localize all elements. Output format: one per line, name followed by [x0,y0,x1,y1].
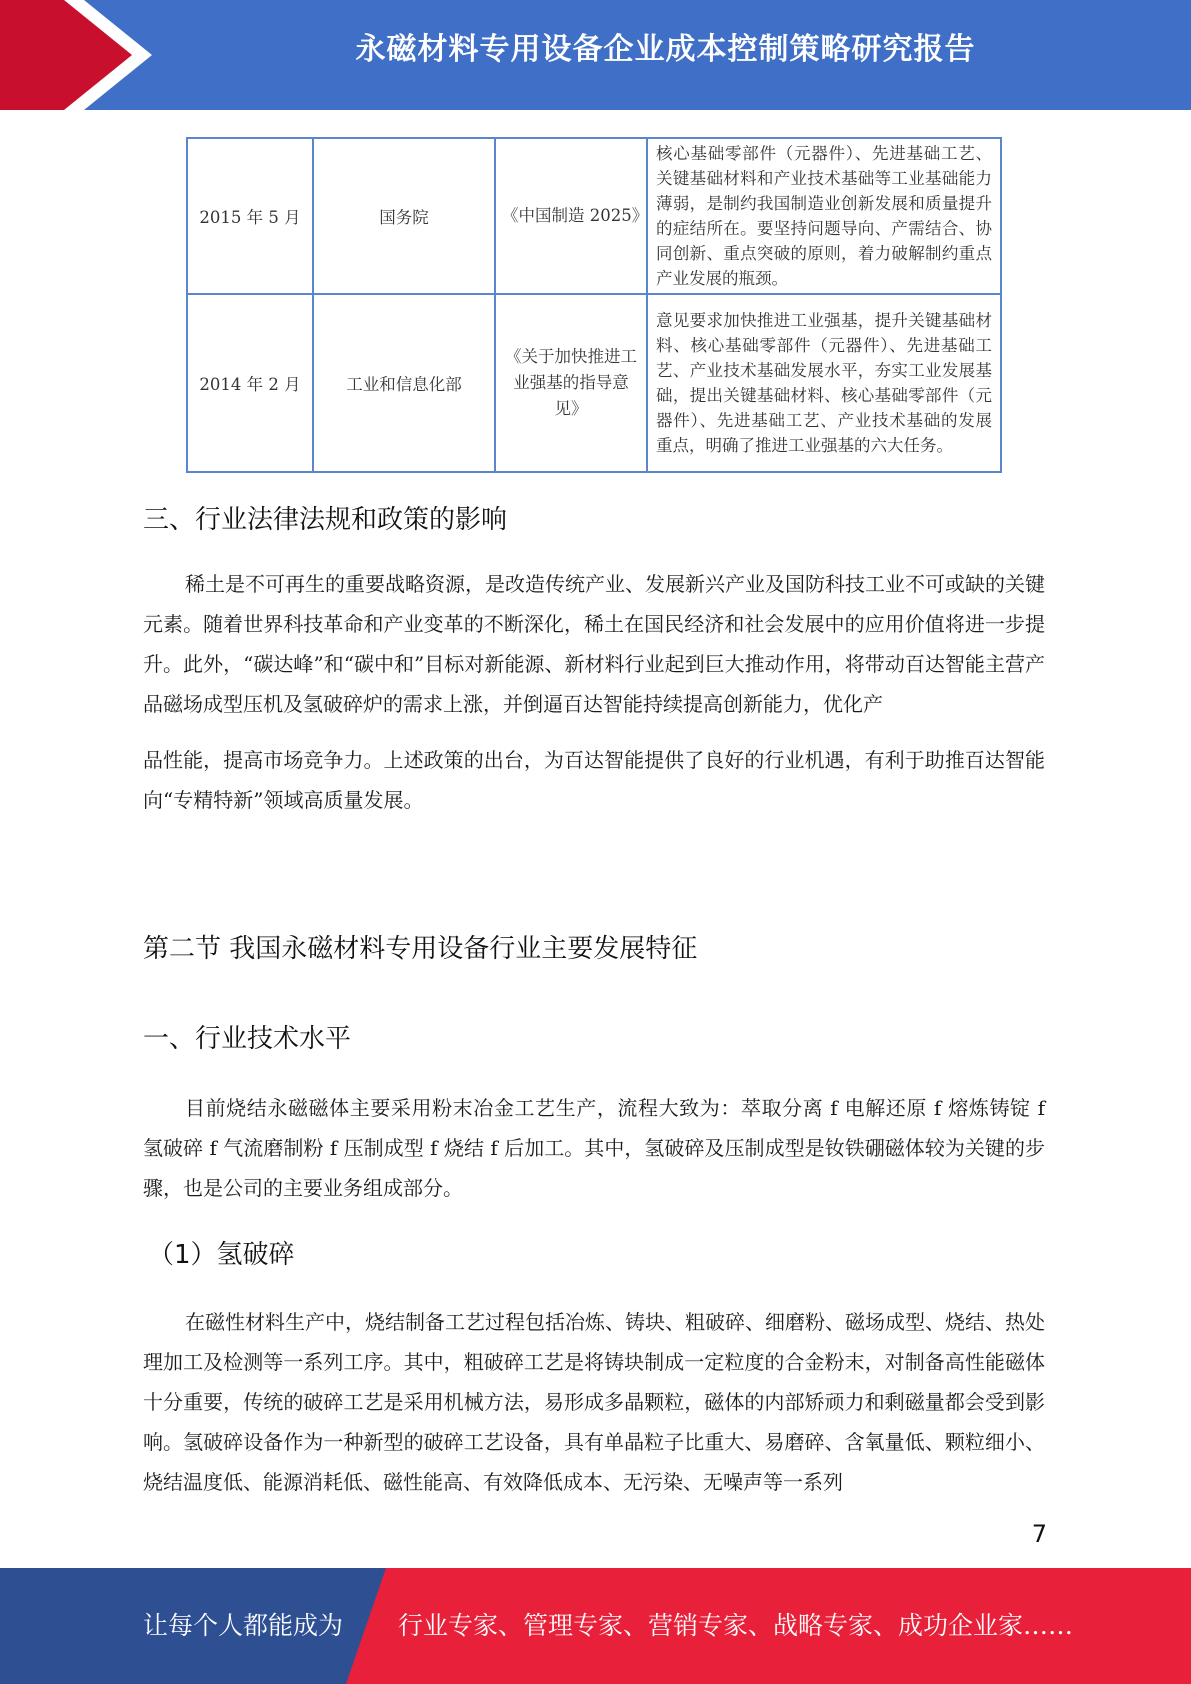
header-chevron-icon [0,0,160,110]
footer-slogan-right: 行业专家、管理专家、营销专家、战略专家、成功企业家…… [398,1611,1074,1640]
chapter-section-heading: 第二节 我国永磁材料专用设备行业主要发展特征 [143,934,698,964]
table-cell-org: 工业和信息化部 [313,294,495,472]
table-cell-date: 2015 年 5 月 [187,138,313,294]
table-row [187,138,1001,294]
paragraph-tech-level: 目前烧结永磁磁体主要采用粉末冶金工艺生产，流程大致为：萃取分离 f 电解还原 f 熔炼铸锭 f 氢破碎 f 气流磨制粉 f 压制成型 f 烧结 f 后加工。其中，氢破碎及压制成型是钕铁硼磁体较为关键的步骤，也是公司的主要业务组成部分。 [143,1096,1045,1200]
subsection-heading-hydrogen-decrepitation: （1）氢破碎 [148,1240,295,1270]
section-heading-tech-level: 一、行业技术水平 [143,1024,352,1054]
paragraph-policy-impact-1: 稀土是不可再生的重要战略资源，是改造传统产业、发展新兴产业及国防科技工业不可或缺的关键元素。随着世界科技革命和产业变革的不断深化，稀土在国民经济和社会发展中的应用价值将进一步提升。此外，“碳达峰”和“碳中和”目标对新能源、新材料行业起到巨大推动作用，将带动百达智能主营产品磁场成型压机及氢破碎炉的需求上涨，并倒逼百达智能持续提高创新能力，优化产 [143,572,1045,716]
page-number: 7 [1031,1520,1047,1548]
paragraph-policy-impact-2: 品性能，提高市场竞争力。上述政策的出台，为百达智能提供了良好的行业机遇，有利于助推百达智能向“专精特新”领域高质量发展。 [143,748,1045,812]
table-cell-content: 核心基础零部件（元器件）、先进基础工艺、关键基础材料和产业技术基础等工业基础能力薄弱，是制约我国制造业创新发展和质量提升的症结所在。要坚持问题导向、产需结合、协同创新、重点突破的原则，着力破解制约重点产业发展的瓶颈。 [647,138,1001,294]
page-footer [0,1568,1191,1684]
table-cell-doc: 《中国制造 2025》 [495,138,647,294]
table-cell-date: 2014 年 2 月 [187,294,313,472]
paragraph-hydrogen-decrepitation: 在磁性材料生产中，烧结制备工艺过程包括冶炼、铸块、粗破碎、细磨粉、磁场成型、烧结、热处理加工及检测等一系列工序。其中，粗破碎工艺是将铸块制成一定粒度的合金粉末，对制备高性能磁体十分重要，传统的破碎工艺是采用机械方法，易形成多晶颗粒，磁体的内部矫顽力和剩磁量都会受到影响。氢破碎设备作为一种新型的破碎工艺设备，具有单晶粒子比重大、易磨碎、含氧量低、颗粒细小、烧结温度低、能源消耗低、磁性能高、有效降低成本、无污染、无噪声等一系列 [143,1310,1045,1494]
table-row [187,294,1001,472]
policy-table [186,137,1002,473]
table-cell-doc: 《关于加快推进工业强基的指导意见》 [495,294,647,472]
section-heading-policy-impact: 三、行业法律法规和政策的影响 [143,505,508,535]
page-header [0,0,1191,110]
table-cell-org: 国务院 [313,138,495,294]
footer-slogan-left: 让每个人都能成为 [143,1611,344,1640]
table-cell-content: 意见要求加快推进工业强基，提升关键基础材料、核心基础零部件（元器件）、先进基础工艺、产业技术基础发展水平，夯实工业发展基础，提出关键基础材料、核心基础零部件（元器件）、先进基础工艺、产业技术基础的发展重点，明确了推进工业强基的六大任务。 [647,294,1001,472]
document-title: 永磁材料专用设备企业成本控制策略研究报告 [355,32,976,67]
